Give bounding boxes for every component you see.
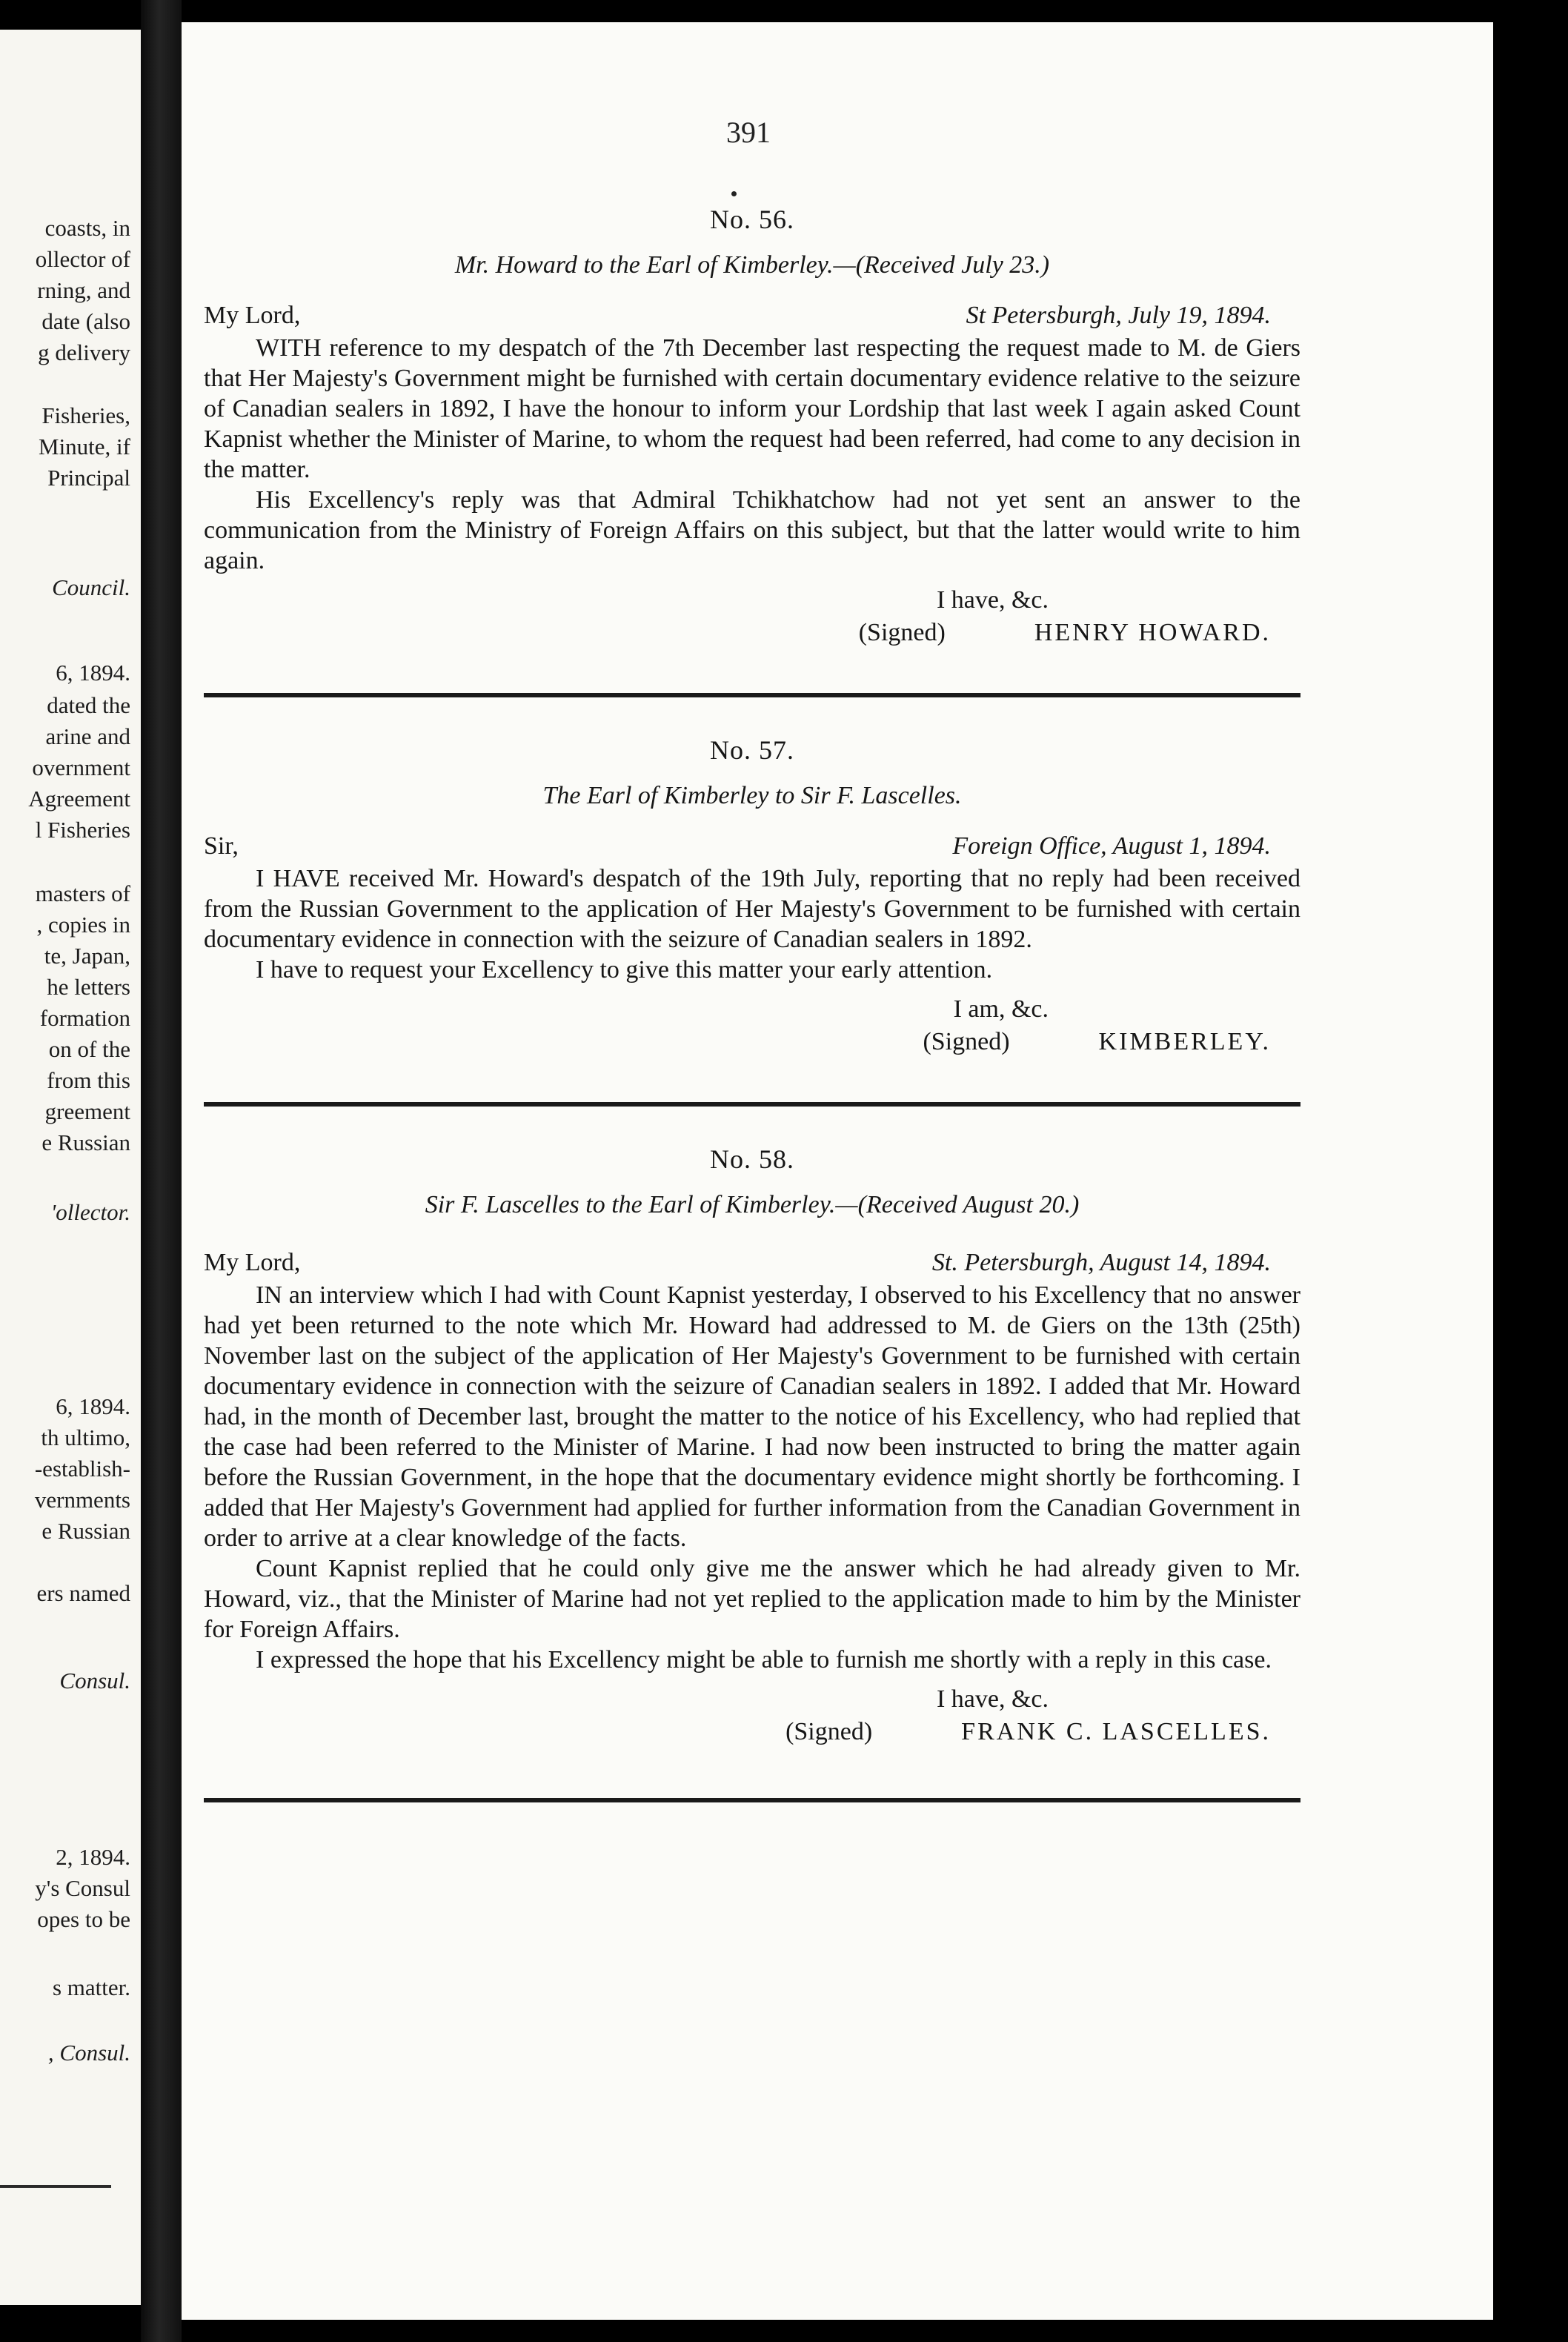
section-rule xyxy=(204,1102,1300,1107)
end-rule xyxy=(204,1798,1300,1802)
facing-page-line: Principal xyxy=(47,465,130,491)
facing-page-line: y's Consul xyxy=(35,1875,130,1901)
letter-heading: Sir F. Lascelles to the Earl of Kimberley.—(Received August 20.) xyxy=(425,1191,1080,1218)
signature-row xyxy=(204,1718,1300,1746)
letter-no-56 xyxy=(204,204,1300,647)
document-number: No. 58. xyxy=(710,1144,794,1174)
facing-page-line: , Consul. xyxy=(47,2040,130,2066)
signed-label: (Signed) xyxy=(785,1718,873,1745)
facing-page-line: Minute, if xyxy=(39,434,130,460)
facing-page-line: g delivery xyxy=(38,339,130,365)
facing-page-line: Council. xyxy=(52,574,130,600)
facing-page-rule xyxy=(0,2185,111,2188)
facing-page-line: date (also xyxy=(41,308,130,334)
letter-paragraph: I have to request your Excellency to give this matter your early attention. xyxy=(256,956,993,983)
document-number: No. 56. xyxy=(710,205,794,234)
facing-page-line: formation xyxy=(39,1005,130,1031)
facing-page-line: e Russian xyxy=(41,1129,130,1155)
letter-paragraph: WITH reference to my despatch of the 7th December last respecting the request made to M. de Giers that Her Majesty's Government might be furnished with certain documentary evidence relative to the seizure of Canadian sealers in 1892, I have the honour to inform your Lordship that last week I again asked Count Kapnist whether the Minister of Marine, to whom the request had been referred, had come to any decision in the matter. xyxy=(204,334,1300,483)
facing-page-line: greement xyxy=(44,1098,130,1124)
signed-label: (Signed) xyxy=(858,619,946,646)
letter-paragraph: IN an interview which I had with Count Kapnist yesterday, I observed to his Excellency that no answer had yet been returned to the note which Mr. Howard had addressed to M. de Giers on the 13th (25th) November last on the subject of the application of Her Majesty's Government to be furnished with certain documentary evidence in connection with the seizure of Canadian sealers in 1892. I added that Mr. Howard had, in the month of December last, brought the matter to the notice of his Excellency, who had replied that the case had been referred to the Minister of Marine. I had now been instructed to bring the matter again before the Russian Government, in the hope that the documentary evidence might shortly be forthcoming. I added that Her Majesty's Government had applied for further information from the Canadian Government in order to arrive at a clear knowledge of the facts. xyxy=(204,1281,1300,1552)
closing: I have, &c. xyxy=(936,1685,1049,1713)
salutation: My Lord, xyxy=(204,302,301,329)
closing: I am, &c. xyxy=(953,995,1049,1023)
facing-page-line: 6, 1894. xyxy=(56,1393,130,1419)
facing-page-line: rning, and xyxy=(37,277,130,303)
signature-row xyxy=(204,619,1300,647)
dateline: St Petersburgh, July 19, 1894. xyxy=(966,302,1271,329)
facing-page-line: coasts, in xyxy=(44,215,130,241)
facing-page-line: 2, 1894. xyxy=(56,1844,130,1870)
facing-page-line: opes to be xyxy=(37,1906,130,1932)
facing-page-line: Agreement xyxy=(28,786,130,812)
facing-page-line: 6, 1894. xyxy=(56,660,130,686)
letter-heading: Mr. Howard to the Earl of Kimberley.—(Received July 23.) xyxy=(454,251,1050,279)
facing-page-line: vernments xyxy=(34,1487,130,1513)
letter-paragraph: Count Kapnist replied that he could only give me the answer which he had already given to Mr. Howard, viz., that the Minister of Marine had not yet replied to the application made to him by the Minister for Foreign Affairs. xyxy=(204,1555,1300,1643)
facing-page-line: te, Japan, xyxy=(44,943,130,969)
letter-paragraph: I HAVE received Mr. Howard's despatch of the 19th July, reporting that no reply had been received from the Russian Government to the application of Her Majesty's Government to be furnished with certain documentary evidence in connection with the seizure of Canadian sealers in 1892. xyxy=(204,865,1300,953)
salutation-row xyxy=(204,1249,1300,1277)
letter-no-57 xyxy=(204,734,1300,1056)
section-rule xyxy=(204,693,1300,697)
facing-page-line: 'ollector. xyxy=(50,1199,130,1225)
facing-page-line: arine and xyxy=(45,723,130,749)
facing-page-line: on of the xyxy=(48,1036,130,1062)
letter-heading: The Earl of Kimberley to Sir F. Lascelles. xyxy=(542,782,962,809)
facing-page-line: s matter. xyxy=(52,1974,130,2000)
letter-no-58 xyxy=(204,1144,1300,1746)
dateline: St. Petersburgh, August 14, 1894. xyxy=(931,1249,1271,1276)
facing-page-line: dated the xyxy=(47,692,130,718)
salutation-row xyxy=(204,302,1300,330)
facing-page-line: -establish- xyxy=(34,1456,130,1482)
facing-page-fragment xyxy=(0,30,141,2305)
facing-page-line: th ultimo, xyxy=(41,1424,130,1450)
salutation: My Lord, xyxy=(204,1249,301,1276)
closing: I have, &c. xyxy=(936,586,1049,614)
facing-page-line: e Russian xyxy=(41,1518,130,1544)
facing-page-line: ers named xyxy=(36,1580,130,1606)
signed-label: (Signed) xyxy=(923,1028,1010,1055)
facing-page-line: , copies in xyxy=(36,912,130,938)
signer-name: HENRY HOWARD. xyxy=(1034,619,1271,646)
facing-page-line: Fisheries, xyxy=(41,402,130,428)
document-number: No. 57. xyxy=(710,735,794,765)
facing-page-line: masters of xyxy=(35,880,130,906)
letter-paragraph: His Excellency's reply was that Admiral Tchikhatchow had not yet sent an answer to the communication from the Ministry of Foreign Affairs on this subject, but that the latter would write to him again. xyxy=(204,486,1300,574)
facing-page-line: Consul. xyxy=(59,1668,130,1694)
facing-page-line: overnment xyxy=(32,754,130,780)
document-page xyxy=(182,22,1493,2320)
facing-page-line: l Fisheries xyxy=(35,817,130,843)
page-number: 391 xyxy=(726,116,771,149)
book-gutter xyxy=(141,0,182,2342)
facing-page-line: ollector of xyxy=(35,246,130,272)
signer-name: FRANK C. LASCELLES. xyxy=(961,1718,1271,1745)
signer-name: KIMBERLEY. xyxy=(1098,1028,1271,1055)
signature-row xyxy=(204,1028,1300,1056)
facing-page-line: from this xyxy=(47,1067,130,1093)
salutation-row xyxy=(204,832,1300,860)
dateline: Foreign Office, August 1, 1894. xyxy=(952,832,1271,860)
salutation: Sir, xyxy=(204,832,239,860)
page-content xyxy=(204,111,1300,1840)
letter-paragraph: I expressed the hope that his Excellency might be able to furnish me shortly with a reply in this case. xyxy=(256,1646,1272,1673)
facing-page-line: he letters xyxy=(47,974,130,1000)
